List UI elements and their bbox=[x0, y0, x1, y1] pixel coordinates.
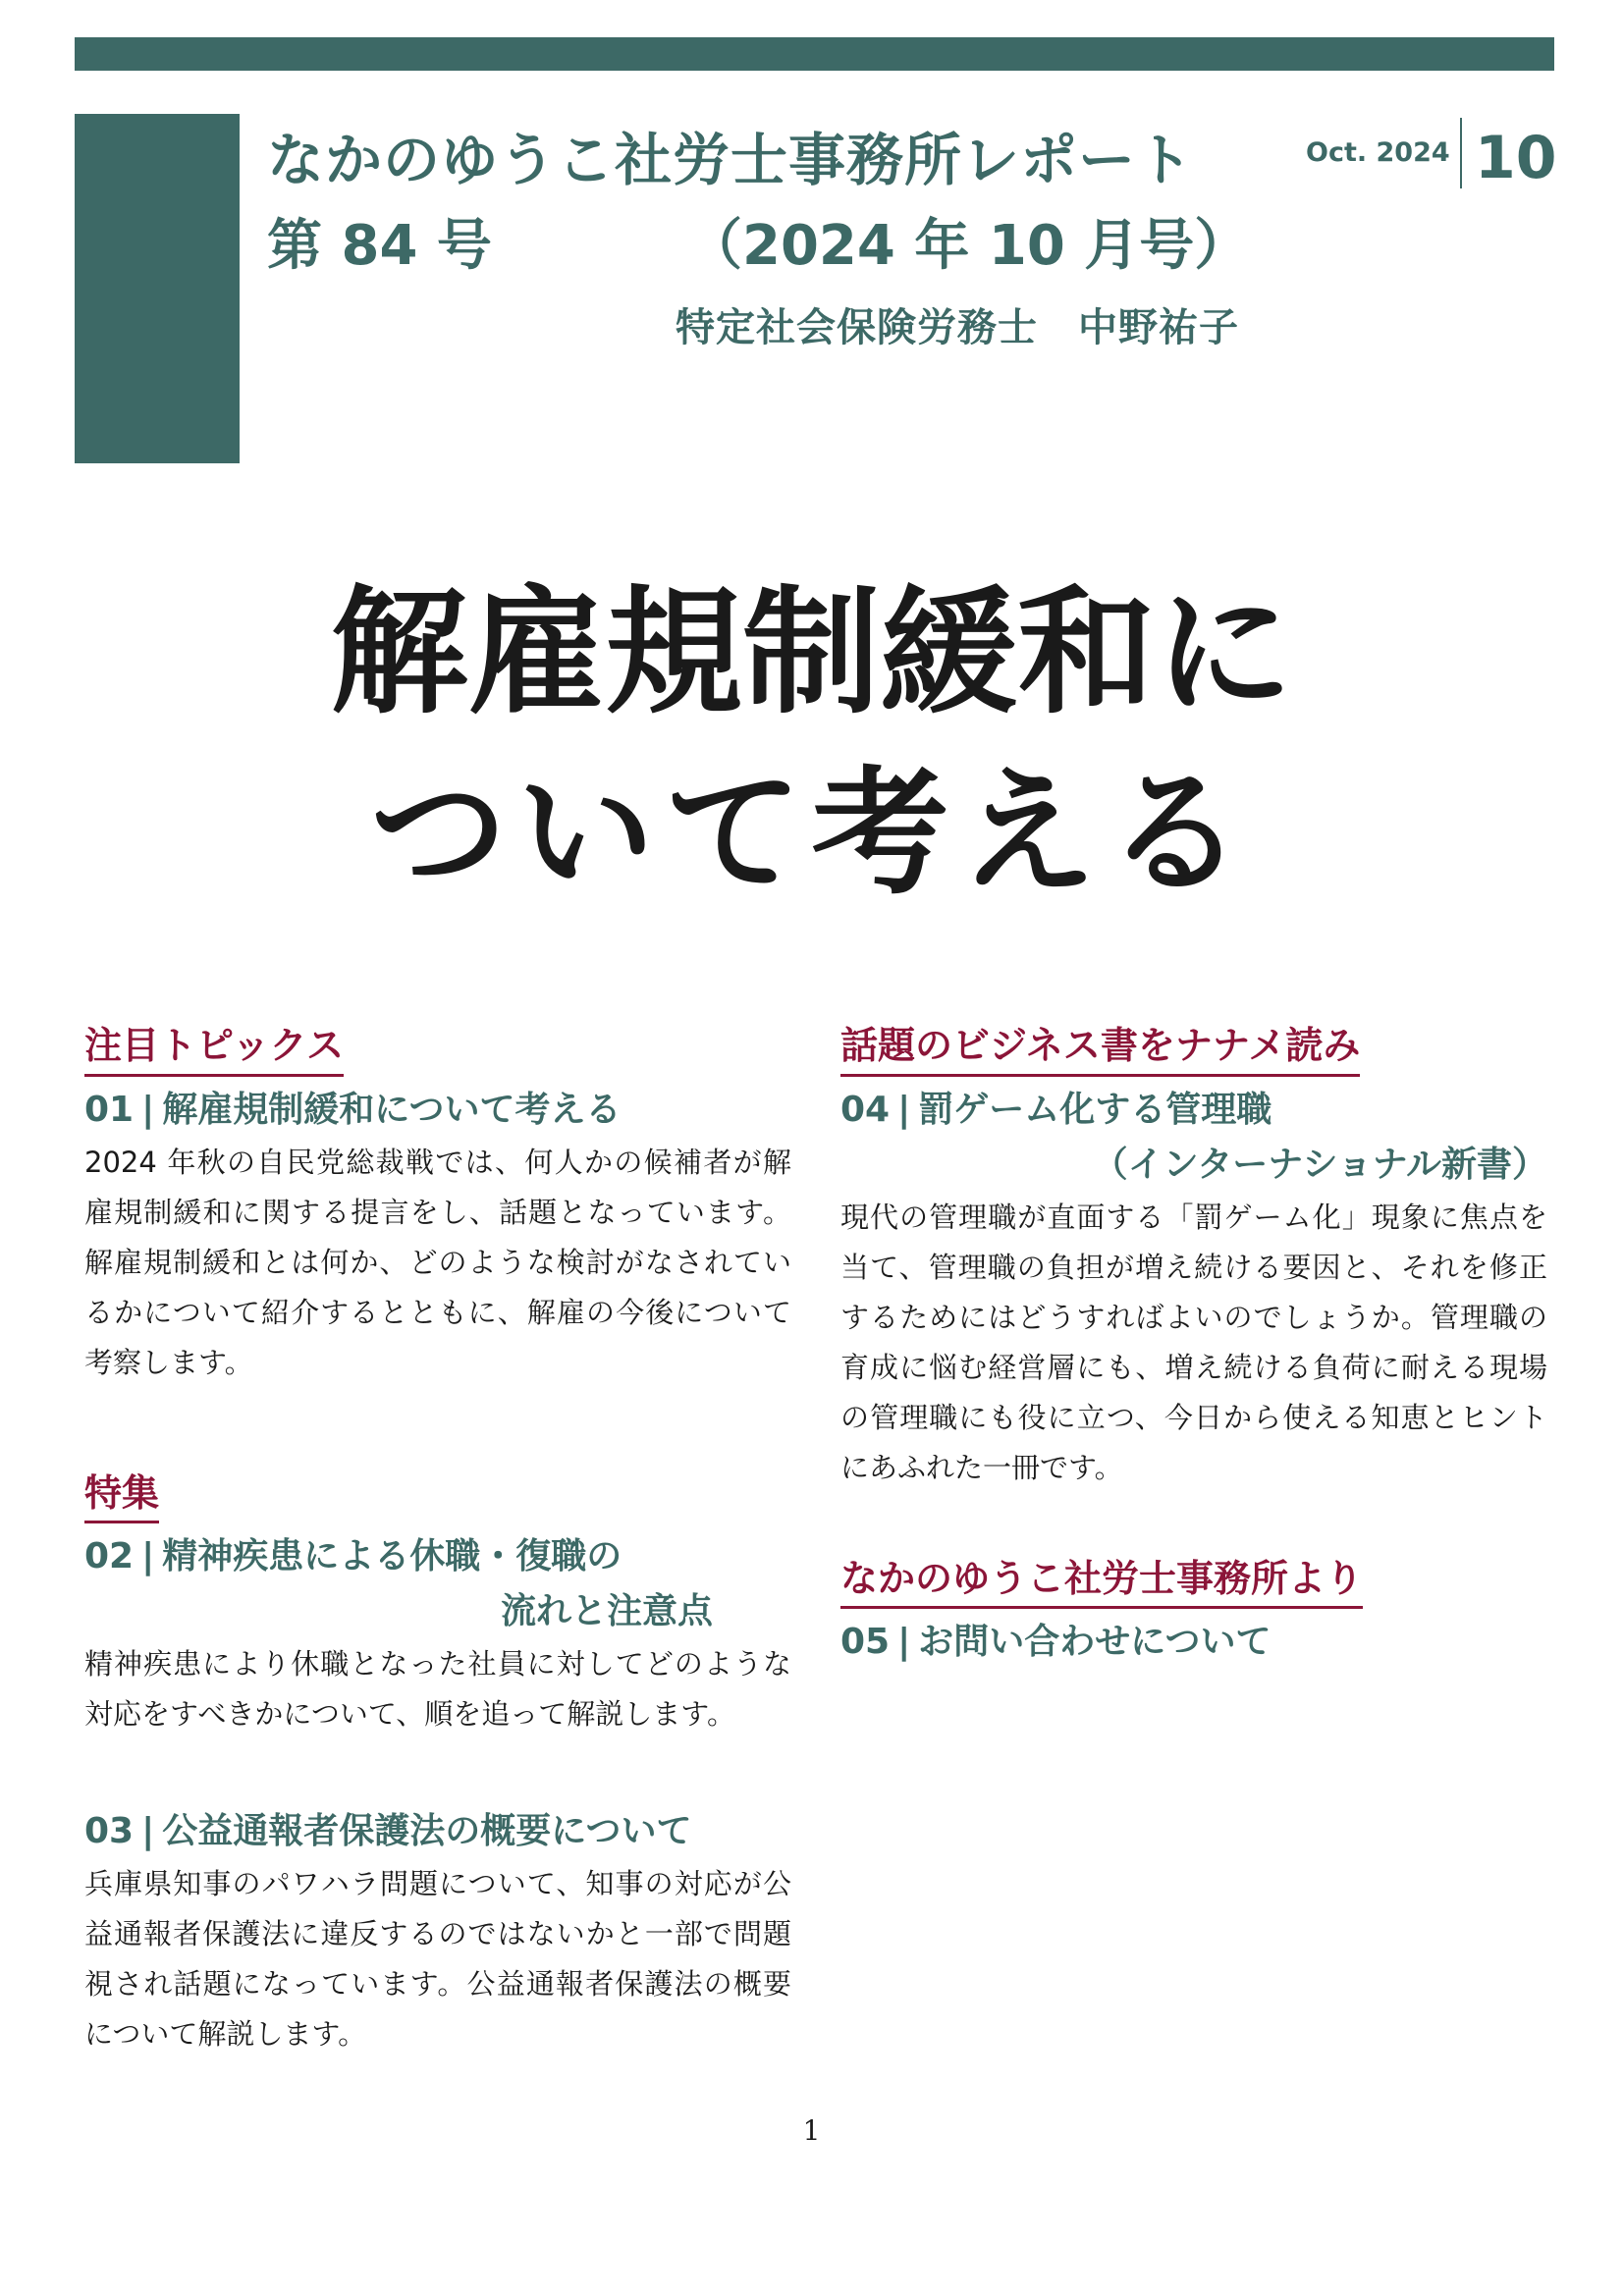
topic-number: 04 bbox=[840, 1089, 891, 1130]
topic-title: お問い合わせについて bbox=[918, 1622, 1271, 1662]
page-number: 1 bbox=[802, 2114, 821, 2147]
topic-number: 03 bbox=[84, 1811, 135, 1851]
author-name: 特定社会保険労務士 中野祐子 bbox=[676, 305, 1239, 350]
pipe-separator: | bbox=[141, 1089, 155, 1130]
topic-title-continued: 流れと注意点 bbox=[500, 1591, 713, 1631]
topic-heading bbox=[840, 1083, 1547, 1138]
category-heading: なかのゆうこ社労士事務所より bbox=[840, 1556, 1363, 1610]
issue-number: 第 84 号 bbox=[267, 214, 492, 278]
month-number: 10 bbox=[1475, 124, 1557, 192]
topic-description: 兵庫県知事のパワハラ問題について、知事の対応が公益通報者保護法に違反するのではないかと一部で問題視され話題になっています。公益通報者保護法の概要について解説します。 bbox=[84, 1867, 791, 2051]
topic-heading bbox=[840, 1615, 1547, 1670]
top-accent-bar bbox=[75, 37, 1554, 71]
topic-title: 解雇規制緩和について考える bbox=[162, 1089, 622, 1130]
topic-number: 01 bbox=[84, 1089, 135, 1130]
topic-heading bbox=[84, 1083, 791, 1138]
topic-description: 現代の管理職が直面する「罰ゲーム化」現象に焦点を当て、管理職の負担が増え続ける要因と、それを修正するためにはどうすればよいのでしょうか。管理職の育成に悩む経営層にも、増え続ける負荷に耐える現場の管理職にも役に立つ、今日から使える知恵とヒントにあふれた一冊です。 bbox=[840, 1200, 1547, 1484]
category-heading: 注目トピックス bbox=[84, 1023, 344, 1077]
side-accent-block bbox=[75, 114, 240, 463]
topic-number: 02 bbox=[84, 1536, 135, 1576]
topic-heading bbox=[84, 1529, 791, 1584]
category-heading: 話題のビジネス書をナナメ読み bbox=[840, 1023, 1360, 1077]
date-divider bbox=[1460, 118, 1462, 188]
topic-number: 05 bbox=[840, 1622, 891, 1662]
headline-line-1: 解雇規制緩和に bbox=[330, 573, 1293, 733]
topic-title: 公益通報者保護法の概要について bbox=[162, 1811, 692, 1851]
topic-title-continued: （インターナショナル新書） bbox=[1092, 1144, 1547, 1185]
pipe-separator: | bbox=[897, 1622, 911, 1662]
pipe-separator: | bbox=[141, 1536, 155, 1576]
topic-heading bbox=[84, 1804, 791, 1859]
topic-description: 精神疾患により休職となった社員に対してどのような対応をすべきかについて、順を追って解説します。 bbox=[84, 1647, 791, 1731]
issue-month: （2024 年 10 月号） bbox=[687, 214, 1250, 278]
category-heading: 特集 bbox=[84, 1470, 159, 1524]
left-column bbox=[84, 1023, 791, 2059]
pipe-separator: | bbox=[897, 1089, 911, 1130]
report-title: なかのゆうこ社労士事務所レポート bbox=[267, 127, 1195, 193]
topic-title: 精神疾患による休職・復職の bbox=[162, 1536, 622, 1576]
right-column bbox=[840, 1023, 1547, 1670]
date-label: Oct. 2024 bbox=[1306, 137, 1450, 168]
headline-line-2: ついて考える bbox=[369, 754, 1254, 914]
pipe-separator: | bbox=[141, 1811, 155, 1851]
topic-description: 2024 年秋の自民党総裁戦では、何人かの候補者が解雇規制緩和に関する提言をし、話題となっています。解雇規制緩和とは何か、どのような検討がなされているかについて紹介するとともに、解雇の今後について考察します。 bbox=[84, 1145, 791, 1379]
topic-title: 罰ゲーム化する管理職 bbox=[918, 1089, 1272, 1130]
